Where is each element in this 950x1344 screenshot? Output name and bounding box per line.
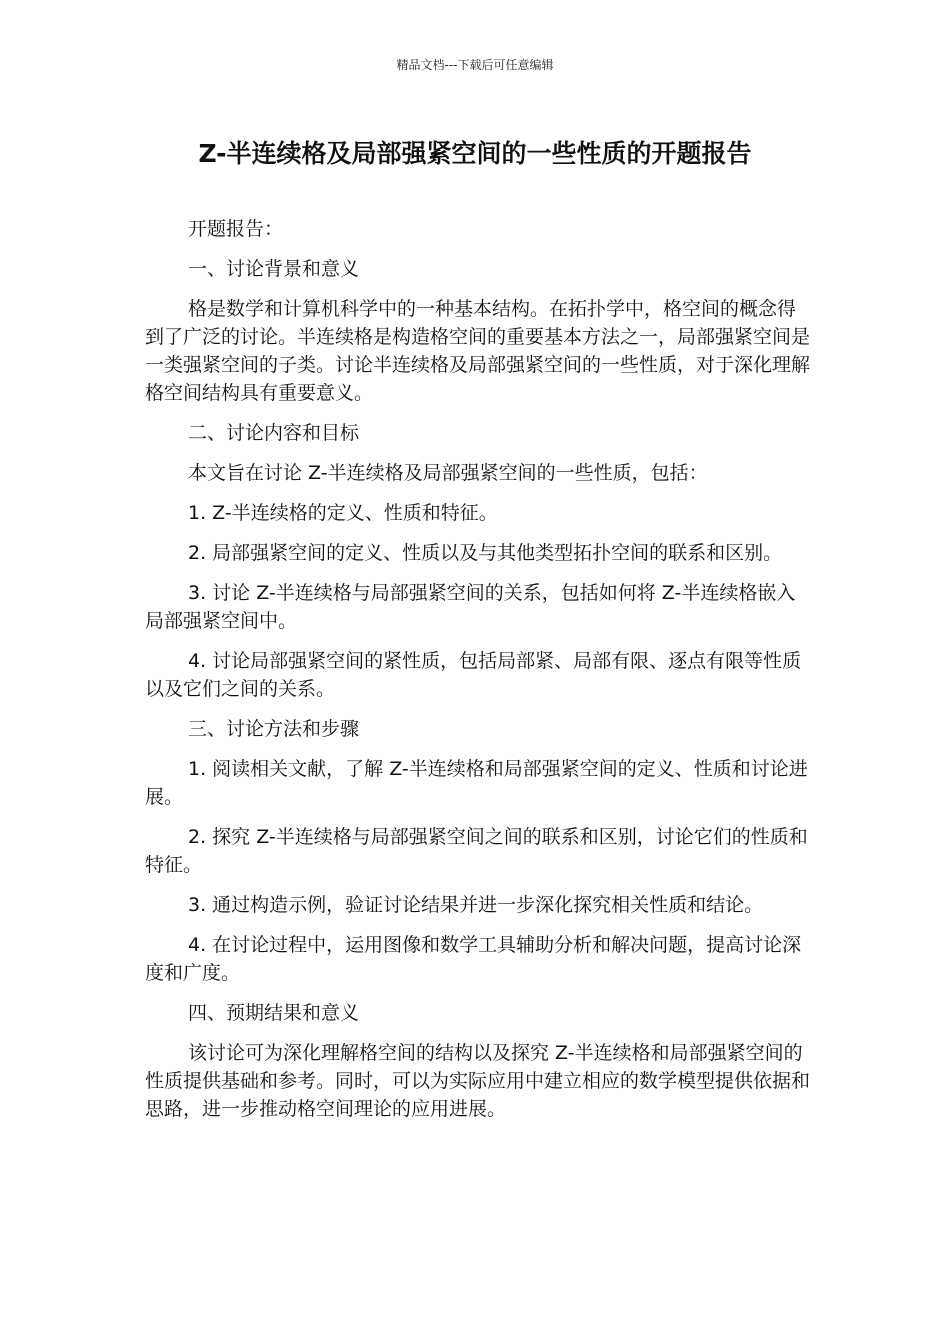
list-item-method-1: 1. 阅读相关文献，了解 Z-半连续格和局部强紧空间的定义、性质和讨论进展。 <box>145 758 808 808</box>
list-item-method-3: 3. 通过构造示例，验证讨论结果并进一步深化探究相关性质和结论。 <box>188 894 764 916</box>
list-item-content-3: 3. 讨论 Z-半连续格与局部强紧空间的关系，包括如何将 Z-半连续格嵌入局部强紧空间中。 <box>145 582 796 632</box>
document-body <box>145 215 810 1135</box>
list-item-method-4: 4. 在讨论过程中，运用图像和数学工具辅助分析和解决问题，提高讨论深度和广度。 <box>145 934 802 984</box>
paragraph-background: 格是数学和计算机科学中的一种基本结构。在拓扑学中，格空间的概念得到了广泛的讨论。半连续格是构造格空间的重要基本方法之一，局部强紧空间是一类强紧空间的子类。讨论半连续格及局部强紧空间的一些性质，对于深化理解格空间结构具有重要意义。 <box>145 298 811 404</box>
paragraph-content-intro: 本文旨在讨论 Z-半连续格及局部强紧空间的一些性质，包括： <box>188 462 708 484</box>
paragraph-report-label: 开题报告： <box>188 218 284 240</box>
list-item-method-2: 2. 探究 Z-半连续格与局部强紧空间之间的联系和区别，讨论它们的性质和特征。 <box>145 826 808 876</box>
list-item-content-1: 1. Z-半连续格的定义、性质和特征。 <box>188 502 498 524</box>
section-heading-methods: 三、讨论方法和步骤 <box>188 718 360 740</box>
document-title: Z-半连续格及局部强紧空间的一些性质的开题报告 <box>198 139 752 168</box>
section-heading-content: 二、讨论内容和目标 <box>188 422 360 444</box>
list-item-content-4: 4. 讨论局部强紧空间的紧性质，包括局部紧、局部有限、逐点有限等性质以及它们之间的关系。 <box>145 650 802 700</box>
paragraph-expected-results: 该讨论可为深化理解格空间的结构以及探究 Z-半连续格和局部强紧空间的性质提供基础和参考。同时，可以为实际应用中建立相应的数学模型提供依据和思路，进一步推动格空间理论的应用进展。 <box>145 1042 811 1120</box>
page-header: 精品文档---下载后可任意编辑 <box>396 58 554 72</box>
list-item-content-2: 2. 局部强紧空间的定义、性质以及与其他类型拓扑空间的联系和区别。 <box>188 542 783 564</box>
section-heading-expected-results: 四、预期结果和意义 <box>188 1002 360 1024</box>
section-heading-background: 一、讨论背景和意义 <box>188 258 360 280</box>
